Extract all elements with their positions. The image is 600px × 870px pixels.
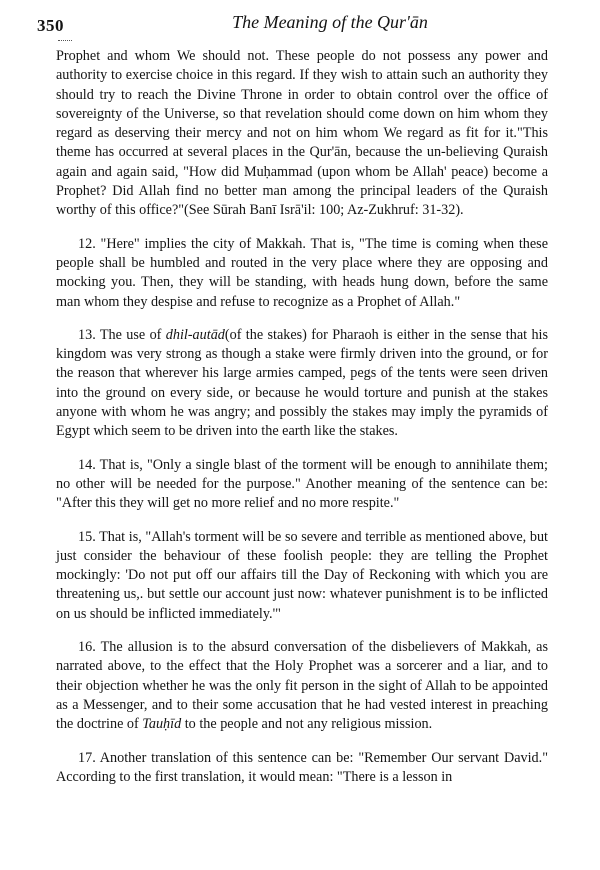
paragraph-note-12: 12. "Here" implies the city of Makkah. That is, "The time is coming when these people shall be humbled and routed in the very place where they are opposing and mocking you. Then, they will be standing, with heads hung down, before the same man whom they despise and refuse to recognize as a Prophet of Allah." — [56, 235, 548, 310]
paragraph-note-13 — [56, 326, 548, 442]
note-16-suffix: to the people and not any religious mission. — [181, 716, 433, 733]
paragraph-note-17: 17. Another translation of this sentence can be: "Remember Our servant David." According to the first translation, it would mean: "There is a lesson in — [56, 749, 548, 785]
note-13-suffix: (of the stakes) for Pharaoh is either in the sense that his kingdom was very strong as though a stake were firmly driven into the ground, or for the reason that wherever his large armies camped, pegs of the tents were seen driven into the ground on every side, or because he would torture and punish at the stakes anyone with whom he was angry; and possibly the stakes may imply the pyramids of Egypt which seem to be driven into the earth like the stakes. — [56, 326, 548, 440]
body-text — [56, 47, 548, 787]
page-number: 350 — [37, 16, 64, 35]
paragraph-note-14: 14. That is, "Only a single blast of the torment will be enough to annihilate them; no other will be needed for the purpose." Another meaning of the sentence can be: "After this they will get no more relief and no more respite." — [56, 456, 548, 512]
paragraph-continuation: Prophet and whom We should not. These people do not possess any power and authority to exercise choice in this regard. If they wish to attain such an authority they should try to reach the Divine Throne in order to obtain control over the office of sovereignty of the Universe, so that revelation should come down on him whom they regard as deserving their mercy and not on him whom We regard as fit for it."This theme has occurred at several places in the Qur'ān, because the un-believing Quraish again and again said, "How did Muḥammad (upon whom be Allah' peace) become a Prophet? Did Allah find no better man among the principal leaders of the Quraish worthy of this office?"(See Sūrah Banī Isrā'il: 100; Az-Zukhruf: 31-32). — [56, 48, 548, 219]
note-13-italic-term: dhil-autād — [165, 326, 225, 343]
paragraph-note-15: 15. That is, "Allah's torment will be so severe and terrible as mentioned above, but just consider the behaviour of these foolish people: they are telling the Prophet mockingly: 'Do not put off our affairs till the Day of Reckoning with which you are threatening us,. but settle our account just now: whatever punishment is to be inflicted on us should be inflicted immediately.'" — [56, 528, 548, 622]
paragraph-note-16 — [56, 638, 548, 734]
note-16-italic-term: Tauḥīd — [142, 716, 182, 733]
header-mark — [58, 40, 72, 42]
note-16-prefix: 16. The allusion is to the absurd conversation of the disbelievers of Makkah, as narrated above, to the effect that the Holy Prophet was a sorcerer and a liar, and to their objection whether he was the only fit person in the sight of Allah to be appointed as a Messenger, and to their some accusation that he had vested interest in preaching the doctrine of — [56, 639, 548, 733]
running-title: The Meaning of the Qur'ān — [232, 12, 428, 32]
note-13-prefix: 13. The use of — [78, 326, 166, 343]
